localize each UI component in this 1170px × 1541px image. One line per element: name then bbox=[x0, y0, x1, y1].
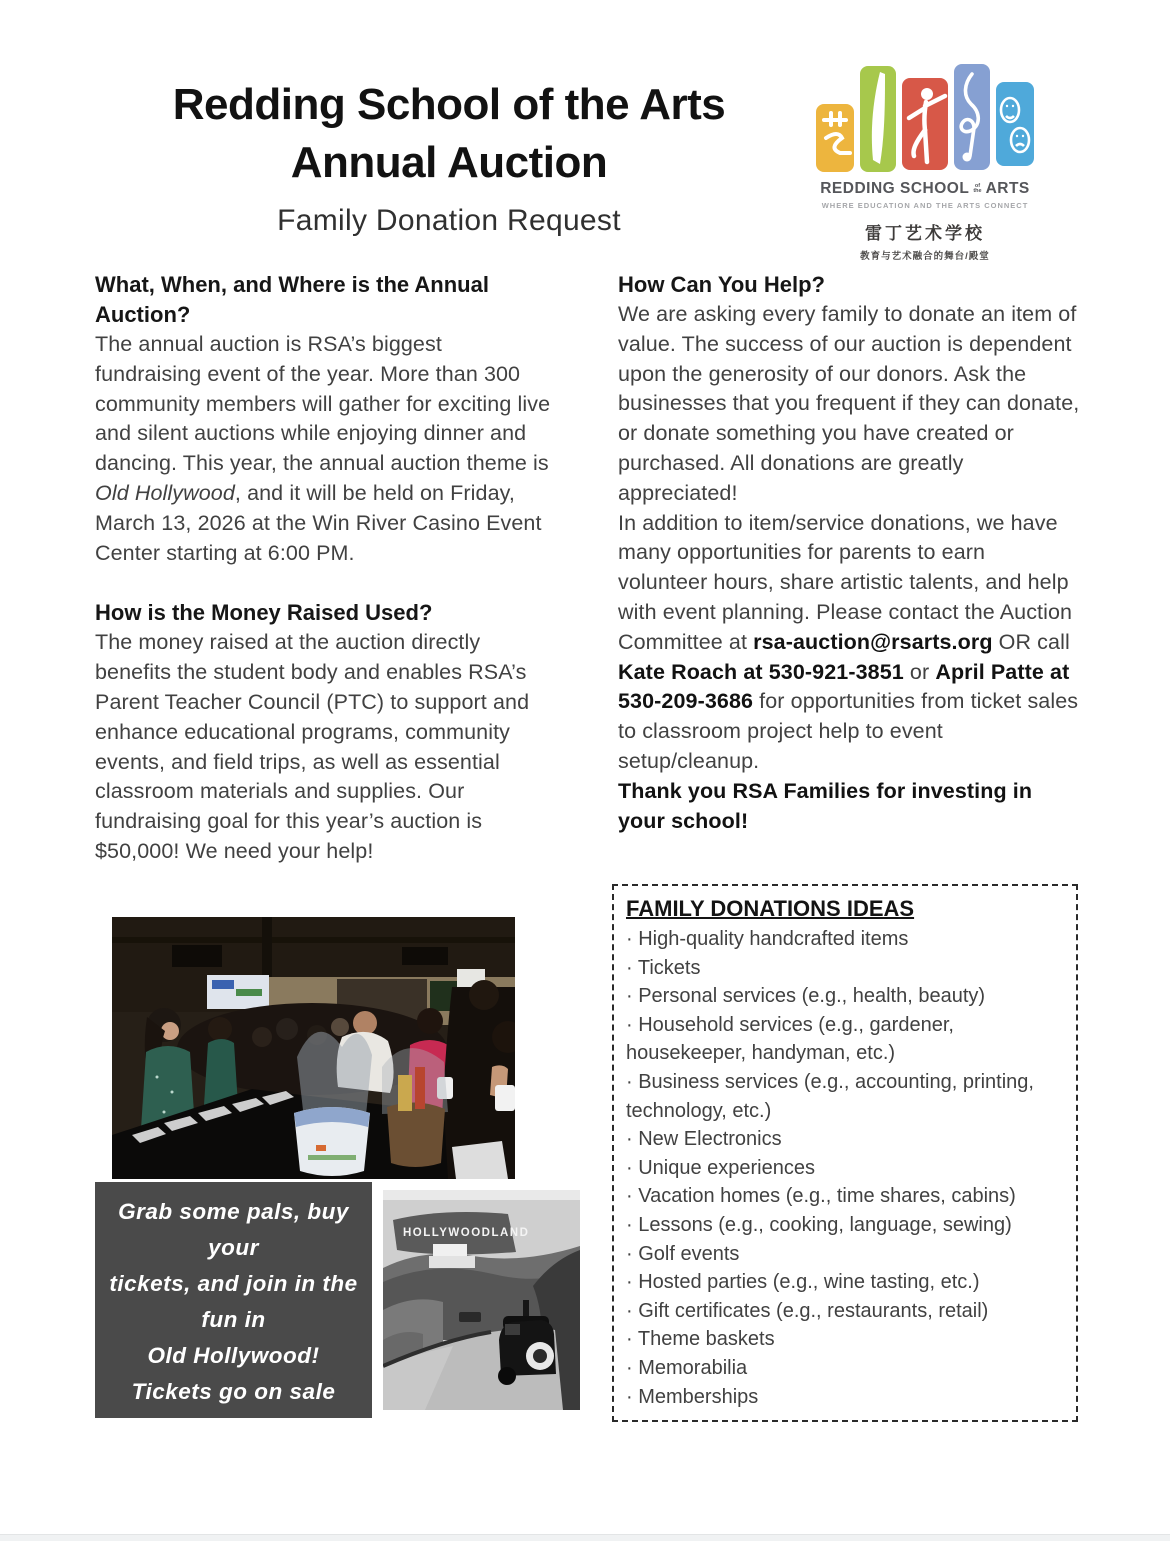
auction-event-photo bbox=[112, 917, 515, 1179]
section-body-how-help bbox=[618, 300, 1080, 777]
donation-item: · New Electronics bbox=[626, 1128, 782, 1151]
logo-block-theater bbox=[996, 82, 1034, 166]
school-logo bbox=[785, 58, 1065, 262]
left-column bbox=[95, 270, 553, 867]
hollywoodland-photo bbox=[383, 1190, 580, 1410]
hollywoodland-sign-text: HOLLYWOODLAND bbox=[403, 1227, 530, 1239]
text-segment: We are asking every family to donate an item of value. The success of our auction is dependent upon the generosity of our donors. Ask the businesses that you frequent if they can donate, or donate something you have created or purchased. All donations are greatly appreciated! bbox=[618, 302, 1080, 505]
text-segment: , and it will be held on Friday, March 13, 2026 at the Win River Casino Event Center starting at 6:00 PM. bbox=[95, 480, 542, 565]
right-column bbox=[618, 270, 1080, 836]
ticket-promo-line: Old Hollywood! bbox=[147, 1343, 320, 1368]
thank-you-text: Thank you RSA Families for investing in your school! bbox=[618, 778, 1033, 833]
section-body-money-raised bbox=[95, 628, 553, 866]
ticket-promo-box bbox=[95, 1182, 372, 1476]
section-body-what-when-where bbox=[95, 330, 553, 568]
donation-items-list bbox=[626, 925, 1064, 1411]
logo-name-line bbox=[785, 180, 1065, 198]
logo-name-part1: REDDING SCHOOL bbox=[820, 180, 970, 197]
section-heading-what-when-where: What, When, and Where is the Annual Auction? bbox=[95, 272, 489, 327]
logo-the: the bbox=[973, 188, 982, 194]
text-segment: Old Hollywood bbox=[95, 480, 235, 505]
logo-chinese-name: 雷丁艺术学校 bbox=[865, 224, 985, 243]
donation-item: · Memorabilia bbox=[626, 1356, 748, 1379]
donation-item: · Hosted parties (e.g., wine tasting, etc.) bbox=[626, 1271, 980, 1294]
page-subtitle: Family Donation Request bbox=[277, 204, 621, 237]
donation-item: · Business services (e.g., accounting, printing, technology, etc.) bbox=[626, 1070, 1034, 1122]
logo-block-calligraphy bbox=[816, 104, 854, 172]
donation-item: · Personal services (e.g., health, beauty) bbox=[626, 985, 986, 1008]
donation-item: · Lessons (e.g., cooking, language, sewing) bbox=[626, 1213, 1012, 1236]
donation-item: · High-quality handcrafted items bbox=[626, 928, 909, 950]
donation-item: · Theme baskets bbox=[626, 1328, 775, 1351]
title-line-2: Annual Auction bbox=[290, 138, 608, 187]
donation-item: · Golf events bbox=[626, 1242, 740, 1265]
text-segment: or bbox=[903, 659, 936, 684]
donation-item: · Household services (e.g., gardener, housekeeper, handyman, etc.) bbox=[626, 1013, 954, 1065]
text-segment: Kate Roach at 530-921-3851 bbox=[618, 659, 904, 684]
logo-of: of bbox=[974, 182, 981, 189]
logo-chinese-tagline: 教育与艺术融合的舞台/殿堂 bbox=[860, 251, 990, 262]
title-line-1: Redding School of the Arts bbox=[172, 80, 726, 129]
text-segment: April Patte at 530-209-3686 bbox=[618, 659, 1070, 714]
donation-item: · Memberships bbox=[626, 1385, 759, 1408]
text-segment: OR call bbox=[992, 629, 1070, 654]
ticket-promo-line: January 2026 bbox=[159, 1415, 308, 1440]
section-heading-how-help: How Can You Help? bbox=[618, 272, 825, 297]
donation-box-heading: FAMILY DONATIONS IDEAS bbox=[626, 896, 915, 921]
text-segment: The annual auction is RSA’s biggest fundraising event of the year. More than 300 community members will gather for exciting live and silent auctions while enjoying dinner and dancing. This year, the annual auction theme is bbox=[95, 332, 551, 476]
donation-item: · Tickets bbox=[626, 956, 701, 979]
text-segment: for opportunities from ticket sales to classroom project help to event setup/cleanup. bbox=[618, 689, 1079, 773]
logo-name-part2: ARTS bbox=[985, 180, 1030, 197]
donation-item: · Unique experiences bbox=[626, 1156, 815, 1179]
page-bottom-strip bbox=[0, 1534, 1170, 1541]
text-segment: In addition to item/service donations, we have many opportunities for parents to earn volunteer hours, share artistic talents, and help with event planning. Please contact the Auction Committee at bbox=[618, 510, 1073, 654]
ticket-promo-line: at supportrsa.com bbox=[131, 1451, 336, 1476]
family-donation-ideas-box bbox=[612, 884, 1078, 1422]
section-heading-money-raised: How is the Money Raised Used? bbox=[95, 600, 433, 626]
school-logo-art bbox=[810, 58, 1040, 176]
donation-item: · Vacation homes (e.g., time shares, cabins) bbox=[626, 1185, 1016, 1208]
page-title bbox=[58, 76, 840, 240]
donation-item: · Gift certificates (e.g., restaurants, retail) bbox=[626, 1299, 989, 1322]
logo-tagline: WHERE EDUCATION AND THE ARTS CONNECT bbox=[821, 201, 1029, 210]
text-segment: The money raised at the auction directly benefits the student body and enables RSA’s Parent Teacher Council (PTC) to support and enhance educational programs, community events, and field trips, as well as essential classroom materials and supplies. Our fundraising goal for this year’s auction is $50,000! We need your help! bbox=[95, 630, 530, 863]
ticket-promo-line: tickets, and join in the fun in bbox=[109, 1271, 358, 1332]
text-segment: rsa-auction@rsarts.org bbox=[753, 629, 993, 654]
logo-ofthe bbox=[973, 184, 981, 195]
ticket-promo-line: Grab some pals, buy your bbox=[118, 1199, 349, 1260]
ticket-promo-line: Tickets go on sale bbox=[131, 1379, 336, 1404]
ticket-promo-lines bbox=[95, 1194, 372, 1482]
